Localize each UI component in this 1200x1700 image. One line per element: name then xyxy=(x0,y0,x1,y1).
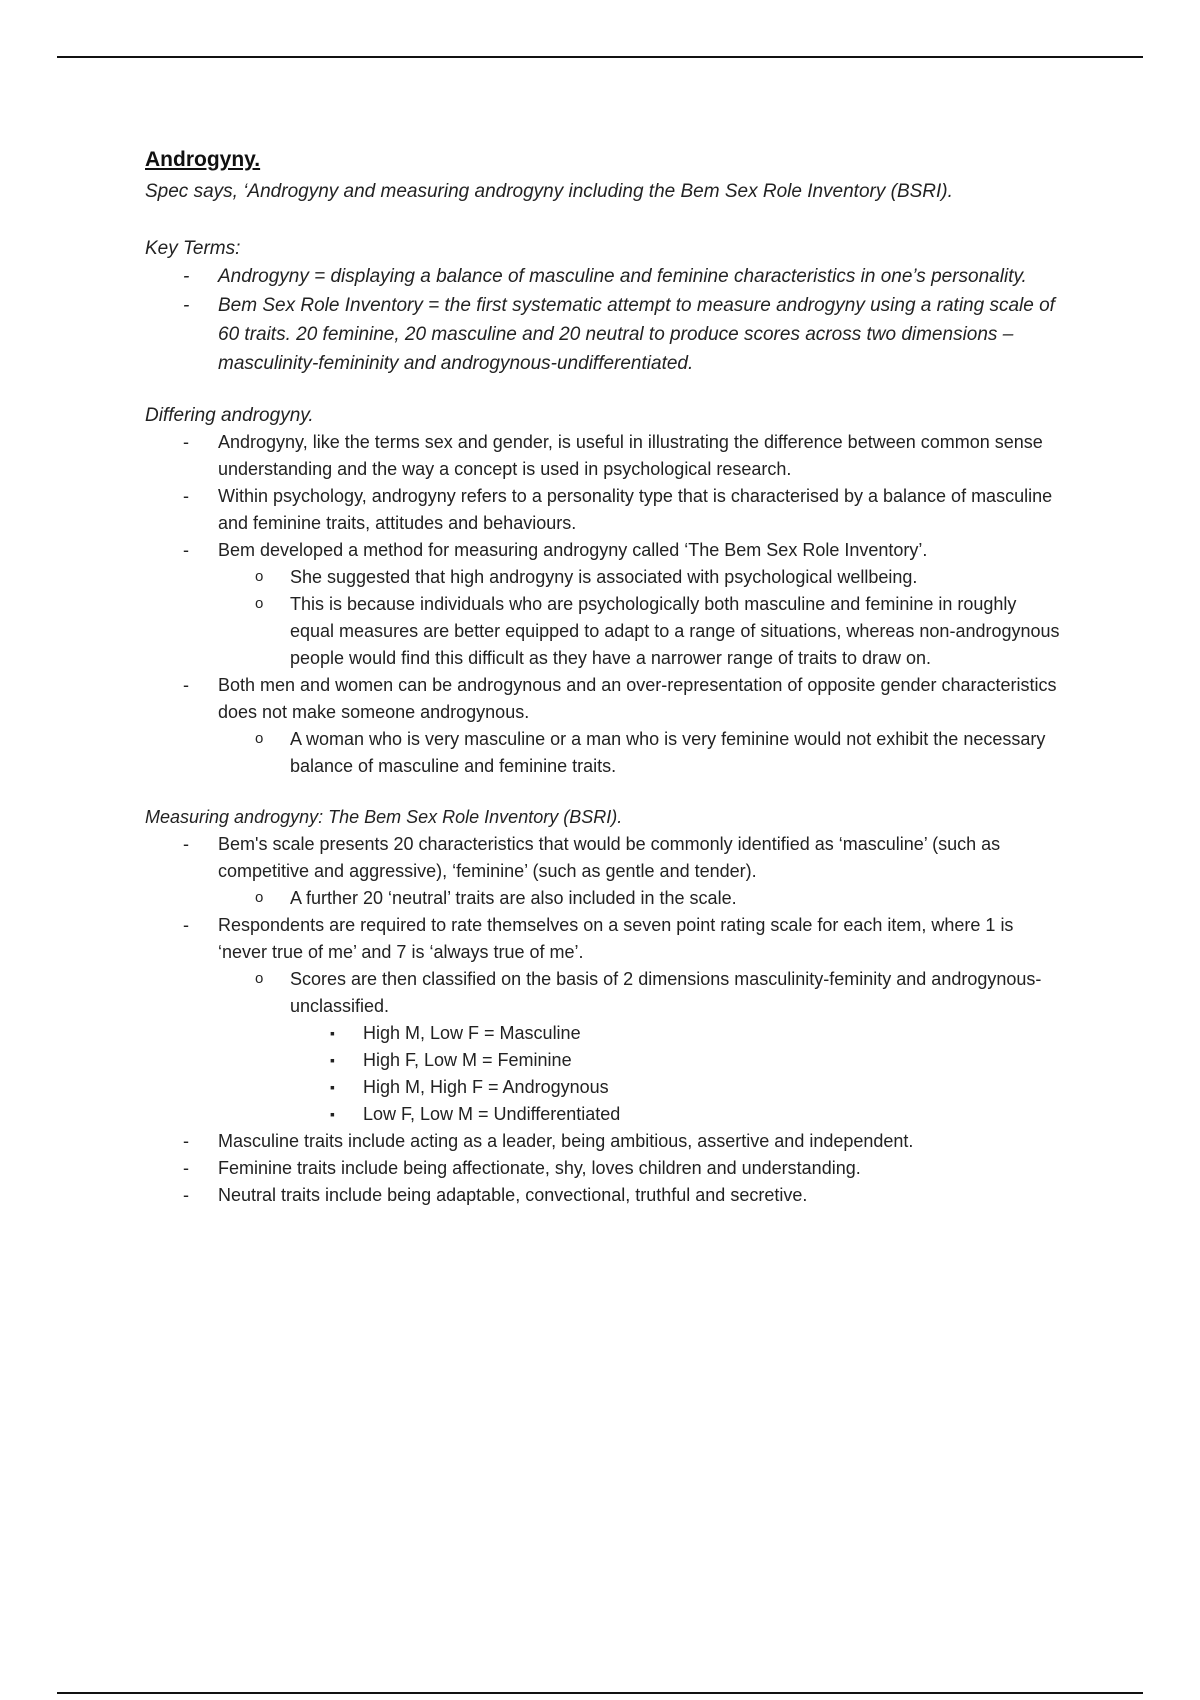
header-rule xyxy=(57,56,1143,58)
list-item: - Masculine traits include acting as a leader, being ambitious, assertive and independent. xyxy=(145,1128,1065,1155)
list-item: - Feminine traits include being affectionate, shy, loves children and understanding. xyxy=(145,1155,1065,1182)
differing-list xyxy=(145,429,1065,780)
differing-heading: Differing androgyny. xyxy=(145,405,314,426)
list-item: - Androgyny, like the terms sex and gender, is useful in illustrating the difference between common sense understanding and the way a concept is used in psychological research. xyxy=(145,429,1065,483)
list-item: ▪ High M, Low F = Masculine xyxy=(145,1020,1065,1047)
list-item: ▪ High M, High F = Androgynous xyxy=(145,1074,1065,1101)
list-item: o A woman who is very masculine or a man who is very feminine would not exhibit the necessary balance of masculine and feminine traits. xyxy=(145,726,1065,780)
list-item: - Within psychology, androgyny refers to a personality type that is characterised by a balance of masculine and feminine traits, attitudes and behaviours. xyxy=(145,483,1065,537)
list-item: - Respondents are required to rate themselves on a seven point rating scale for each item, where 1 is ‘never true of me’ and 7 is ‘always true of me’. xyxy=(145,912,1065,966)
list-item: - Bem Sex Role Inventory = the first systematic attempt to measure androgyny using a rating scale of 60 traits. 20 feminine, 20 masculine and 20 neutral to produce scores across two dimensions – masculinity-femininity and androgynous-undifferentiated. xyxy=(145,291,1065,378)
list-item: o A further 20 ‘neutral’ traits are also included in the scale. xyxy=(145,885,1065,912)
key-terms-list xyxy=(145,262,1065,378)
list-item: o She suggested that high androgyny is associated with psychological wellbeing. xyxy=(145,564,1065,591)
list-item: o This is because individuals who are psychologically both masculine and feminine in roughly equal measures are better equipped to adapt to a range of situations, whereas non-androgynous people would find this difficult as they have a narrower range of traits to draw on. xyxy=(145,591,1065,672)
document-page xyxy=(145,148,1065,1209)
key-terms-heading: Key Terms: xyxy=(145,238,241,259)
list-item: - Androgyny = displaying a balance of masculine and feminine characteristics in one’s personality. xyxy=(145,262,1065,291)
list-item: - Bem's scale presents 20 characteristics that would be commonly identified as ‘masculine’ (such as competitive and aggressive), ‘feminine’ (such as gentle and tender). xyxy=(145,831,1065,885)
footer-rule xyxy=(57,1692,1143,1694)
list-item: - Neutral traits include being adaptable, convectional, truthful and secretive. xyxy=(145,1182,1065,1209)
list-item: ▪ Low F, Low M = Undifferentiated xyxy=(145,1101,1065,1128)
list-item: o Scores are then classified on the basis of 2 dimensions masculinity-feminity and androgynous-unclassified. xyxy=(145,966,1065,1020)
list-item: - Both men and women can be androgynous and an over-representation of opposite gender characteristics does not make someone androgynous. xyxy=(145,672,1065,726)
list-item: - Bem developed a method for measuring androgyny called ‘The Bem Sex Role Inventory’. xyxy=(145,537,1065,564)
list-item: ▪ High F, Low M = Feminine xyxy=(145,1047,1065,1074)
spec-statement: Spec says, ‘Androgyny and measuring androgyny including the Bem Sex Role Inventory (BSRI). xyxy=(145,181,953,202)
page-title: Androgyny. xyxy=(145,148,261,171)
measuring-heading: Measuring androgyny: The Bem Sex Role Inventory (BSRI). xyxy=(145,807,623,827)
measuring-list xyxy=(145,831,1065,1209)
